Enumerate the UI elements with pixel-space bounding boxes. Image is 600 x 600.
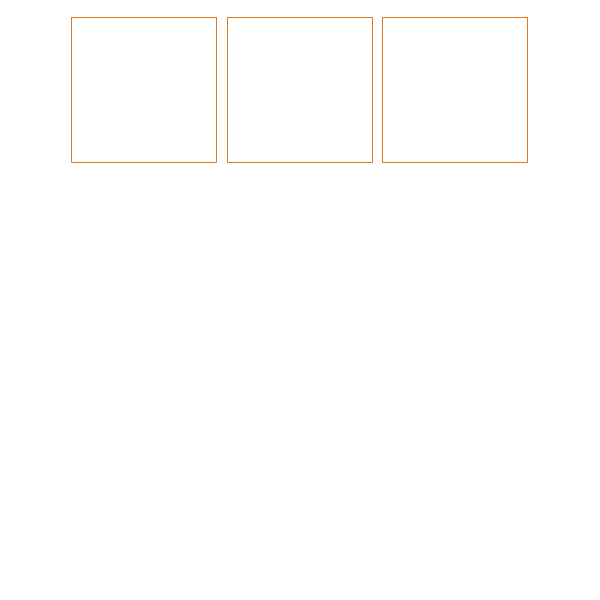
note-text: [138, 544, 458, 564]
